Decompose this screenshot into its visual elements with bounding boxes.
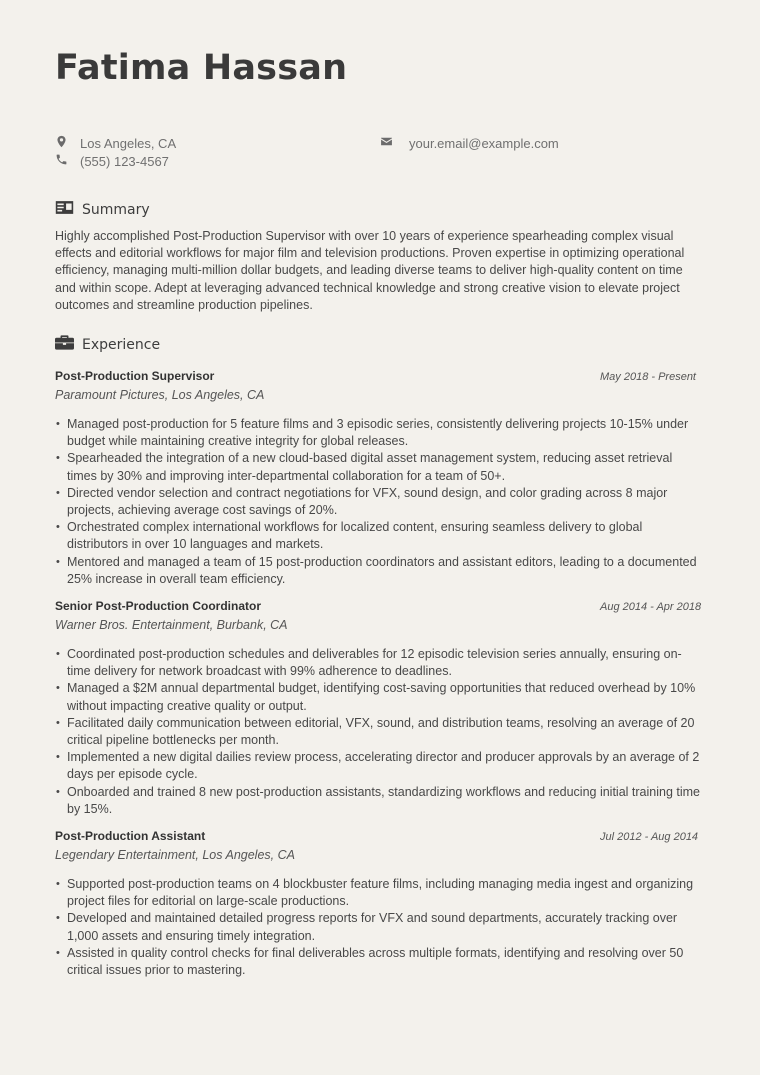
- summary-section: [55, 200, 705, 314]
- job-dates: May 2018 - Present: [600, 371, 696, 384]
- candidate-name: Fatima Hassan: [55, 48, 348, 88]
- job-entry: [55, 829, 705, 979]
- experience-heading-label: Experience: [82, 336, 161, 353]
- job-bullet: • Spearheaded the integration of a new cloud-based digital asset management system, reducing asset retrieval times by 30% and improving inter-departmental collaboration for a team of 50+.: [55, 450, 705, 484]
- map-pin-icon: [55, 135, 68, 151]
- contact-info: [55, 134, 705, 174]
- experience-heading: [55, 335, 705, 354]
- job-list: [55, 369, 705, 979]
- job-bullet: • Orchestrated complex international workflows for localized content, ensuring seamless delivery to global distributors in over 10 languages and markets.: [55, 519, 705, 553]
- job-bullet-list: [55, 416, 705, 588]
- summary-heading-label: Summary: [82, 201, 150, 218]
- job-bullet: • Assisted in quality control checks for final deliverables across multiple formats, identifying and resolving over 50 critical issues prior to mastering.: [55, 945, 705, 979]
- job-header: [55, 369, 705, 383]
- job-bullet: • Developed and maintained detailed progress reports for VFX and sound departments, accurately tracking over 1,000 assets and ensuring timely integration.: [55, 910, 705, 944]
- briefcase-icon: [55, 335, 82, 354]
- job-bullet: • Supported post-production teams on 4 blockbuster feature films, including managing media ingest and organizing project files for editorial on large-scale productions.: [55, 876, 705, 910]
- id-card-icon: [55, 200, 82, 219]
- job-title: Senior Post-Production Coordinator: [55, 599, 261, 614]
- job-company: Warner Bros. Entertainment, Burbank, CA: [55, 618, 288, 633]
- job-bullet: • Onboarded and trained 8 new post-production assistants, standardizing workflows and reducing initial training time by 15%.: [55, 784, 705, 818]
- job-bullet: • Implemented a new digital dailies review process, accelerating director and producer approvals by an average of 2 days per episode cycle.: [55, 749, 705, 783]
- location-item: [55, 134, 177, 152]
- job-bullet: • Facilitated daily communication between editorial, VFX, sound, and distribution teams, resolving an average of 20 critical pipeline bottlenecks per month.: [55, 715, 705, 749]
- location-text: Los Angeles, CA: [80, 135, 177, 151]
- job-bullet: • Managed a $2M annual departmental budget, identifying cost-saving opportunities that reduced overhead by 10% without impacting creative quality or output.: [55, 680, 705, 714]
- job-entry: [55, 369, 705, 588]
- phone-item: [55, 152, 169, 170]
- job-header: [55, 599, 705, 613]
- job-dates: Jul 2012 - Aug 2014: [600, 831, 699, 844]
- job-title: Post-Production Assistant: [55, 829, 206, 844]
- job-bullet: • Mentored and managed a team of 15 post-production coordinators and assistant editors, leading to a documented 25% increase in overall team efficiency.: [55, 554, 705, 588]
- job-bullet: • Coordinated post-production schedules and deliverables for 12 episodic television series annually, ensuring on-time delivery for network broadcast with 99% adherence to deadlines.: [55, 646, 705, 680]
- summary-heading: [55, 200, 705, 219]
- phone-icon: [55, 153, 68, 169]
- job-dates: Aug 2014 - Apr 2018: [600, 601, 702, 614]
- job-company: Legendary Entertainment, Los Angeles, CA: [55, 848, 295, 863]
- job-company: Paramount Pictures, Los Angeles, CA: [55, 388, 265, 403]
- phone-text: (555) 123-4567: [80, 153, 169, 169]
- envelope-icon: [380, 135, 393, 151]
- job-bullet: • Managed post-production for 5 feature films and 3 episodic series, consistently delivering projects 10-15% under budget while maintaining creative integrity for global releases.: [55, 416, 705, 450]
- job-bullet-list: [55, 876, 705, 979]
- email-item[interactable]: [380, 134, 559, 152]
- job-bullet-list: [55, 646, 705, 818]
- experience-section: [55, 335, 705, 979]
- email-text[interactable]: your.email@example.com: [409, 135, 559, 151]
- job-bullet: • Directed vendor selection and contract negotiations for VFX, sound design, and color grading across 8 major projects, achieving average cost savings of 20%.: [55, 485, 705, 519]
- job-entry: [55, 599, 705, 818]
- job-header: [55, 829, 705, 843]
- summary-paragraph: Highly accomplished Post-Production Supervisor with over 10 years of experience spearheading complex visual effects and editorial workflows for major film and television productions. Proven expertise in optimizing operational efficiency, managing multi-million dollar budgets, and leading diverse teams to deliver high-quality content on time and within scope. Adept at leveraging advanced technical knowledge and strong creative vision to elevate project outcomes and streamline production pipelines.: [55, 229, 685, 312]
- job-title: Post-Production Supervisor: [55, 369, 215, 384]
